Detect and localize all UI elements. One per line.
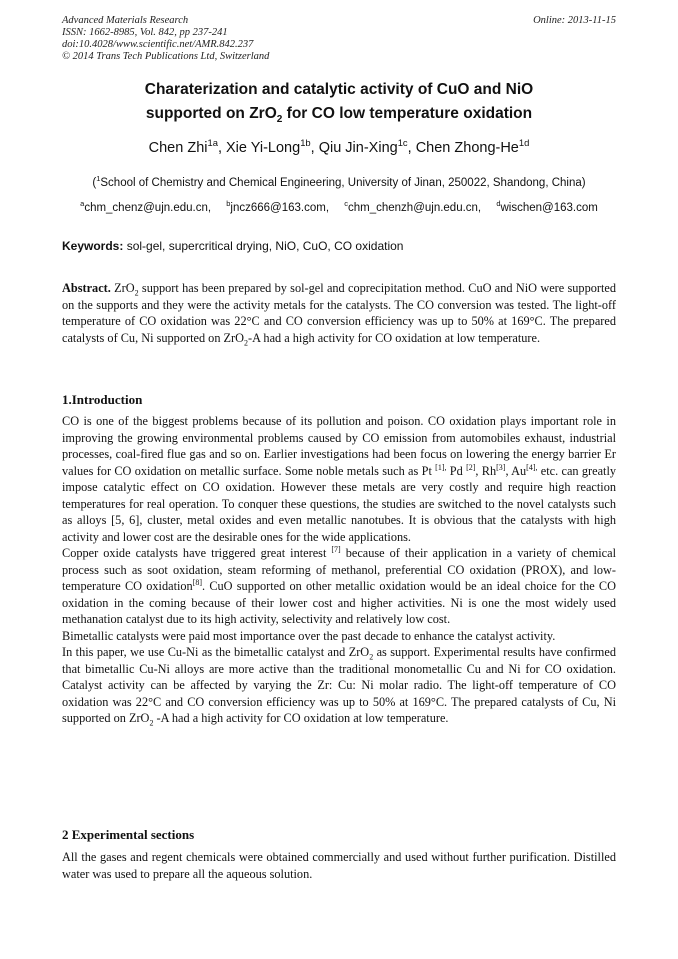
- author-affil-mark: 1b: [300, 137, 311, 149]
- author-name: Xie Yi-Long: [226, 140, 301, 156]
- affil-mark: 1: [96, 174, 101, 184]
- abstract-paragraph: [62, 280, 616, 346]
- online-date: Online: 2013-11-15: [533, 15, 616, 26]
- paragraph: [62, 545, 616, 628]
- email-entry: [496, 199, 598, 214]
- author-name: Qiu Jin-Xing: [318, 140, 398, 156]
- citation[interactable]: [7]: [331, 544, 341, 554]
- text: , Rh: [475, 463, 497, 478]
- doi-line: doi:10.4028/www.scientific.net/AMR.842.237: [62, 39, 254, 50]
- copyright-line: © 2014 Trans Tech Publications Ltd, Switzerland: [62, 51, 270, 62]
- paragraph: All the gases and regent chemicals were obtained commercially and used without further purification. Distilled water was used to prepare all the aqueous solution.: [62, 850, 616, 881]
- email-mark: d: [496, 199, 501, 209]
- text: In this paper, we use Cu-Ni as the bimetallic catalyst and ZrO: [62, 645, 370, 659]
- section-heading-experimental: 2 Experimental sections: [62, 827, 195, 842]
- title-text: supported on ZrO: [145, 105, 277, 122]
- abstract: [62, 280, 616, 346]
- title-line-2: [40, 102, 638, 126]
- journal-header: [62, 15, 616, 63]
- text: as support. Experimental results have confirmed that bimetallic Cu-Ni alloys are more active than the traditional monometallic Cu and Ni for CO oxidation. Catalyst activity can be affected by varying the Zr: Cu: Ni molar radio. The light-off temperature of CO oxidation was 22°C and CO conversion efficiency was up to 50% at 169°C. The prepared catalysts of Cu, Ni supported on ZrO: [62, 645, 616, 725]
- abstract-text: support has been prepared by sol-gel and coprecipitation method. CuO and NiO were supported on the supports and they were the activity metals for the catalysts. The CO conversion was tested. The light-off temperature of CO oxidation was 22°C and CO conversion efficiency was up to 50% at 169°C. The prepared catalysts of Cu, Ni supported on ZrO: [62, 281, 616, 345]
- keywords: [62, 238, 616, 254]
- author-affil-mark: 1a: [207, 137, 218, 149]
- author-name: Chen Zhong-He: [415, 140, 519, 156]
- text: etc. can greatly impose catalytic effect on CO oxidation. However these metals are very costly and require high reaction temperatures for real operation. To conquer these questions, the studies are switched to the novel catalysts such as alloys [5, 6], cluster, metal oxides and even metallic nanotubes. It is obvious that the catalysts with high activity and lower cost are the desirable ones for the wide applications.: [62, 463, 617, 544]
- text: , Au: [505, 463, 527, 478]
- email-mark: b: [226, 199, 231, 209]
- text: CO is one of the biggest problems because of its pollution and poison. CO oxidation plays important role in improving the growing environmental problems caused by CO emission from automobiles exhaust, industrial processes, coal-fired flue gas and so on. Earlier investigations had been focus on lowering the energy barrier Er values for CO oxidation on metallic surface. Some noble metals such as Pt: [62, 414, 616, 478]
- abstract-text: ZrO: [110, 281, 135, 295]
- abstract-text: -A had a high activity for CO oxidation at low temperature.: [248, 330, 541, 345]
- citation[interactable]: [8]: [192, 577, 203, 587]
- affil-text: School of Chemistry and Chemical Engineering, University of Jinan, 250022, Shandong, China): [100, 177, 586, 189]
- citation[interactable]: [4],: [526, 462, 538, 472]
- email-link[interactable]: jncz666@163.com,: [230, 202, 330, 214]
- section-heading-introduction: 1.Introduction: [62, 392, 143, 407]
- text: -A had a high activity for CO oxidation at low temperature.: [153, 711, 449, 725]
- citation[interactable]: [2]: [466, 462, 476, 472]
- email-mark: a: [80, 199, 85, 209]
- email-entry: [226, 199, 330, 214]
- paper-title: [40, 78, 638, 126]
- affiliation: [20, 175, 658, 191]
- author-affil-mark: 1d: [518, 137, 530, 149]
- email-link[interactable]: chm_chenz@ujn.edu.cn,: [84, 202, 212, 214]
- subscript: 2: [244, 337, 249, 347]
- subscript: 2: [149, 718, 154, 728]
- email-mark: c: [344, 199, 348, 209]
- author-name: Chen Zhi: [148, 140, 208, 156]
- issn-line: ISSN: 1662-8985, Vol. 842, pp 237-241: [62, 27, 228, 38]
- paragraph: Bimetallic catalysts were paid most importance over the past decade to enhance the catalyst activity.: [62, 628, 556, 643]
- citation[interactable]: [3]: [496, 462, 506, 472]
- subscript: 2: [134, 288, 139, 298]
- experimental-body: [62, 849, 616, 882]
- text: because of their application in a variety of chemical process such as soot oxidation, steam reforming of methanol, preferential CO oxidation (PROX), and low-temperature CO oxidation: [62, 546, 617, 593]
- title-subscript: 2: [276, 114, 283, 126]
- text: Copper oxide catalysts have triggered great interest: [62, 546, 332, 560]
- email-list: [20, 200, 658, 216]
- text: . CuO supported on other metallic oxidation would be an ideal choice for the CO oxidation in the coming because of their lower cost and higher activities. Ni is one the most widely used methanation catalyst due to its high activity, selectivity and relatively low cost.: [62, 579, 616, 626]
- author-list: Chen Zhi$^{1a}$, Xie Yi-Long$^{1b}$, Qiu Jin-Xing$^{1c}$, Chen Zhong-$He^{1d}$: [148, 137, 530, 156]
- email-entry: [344, 199, 482, 214]
- affil-paren: (: [92, 177, 97, 189]
- title-line-1: Charaterization and catalytic activity of CuO and NiO: [144, 81, 534, 98]
- author-affil-mark: 1c: [397, 137, 408, 149]
- paragraph: [62, 644, 616, 727]
- journal-name: Advanced Materials Research: [62, 15, 189, 26]
- subscript: 2: [369, 652, 374, 662]
- keywords-text: sol-gel, supercritical drying, NiO, CuO, CO oxidation: [123, 239, 404, 253]
- keywords-label: Keywords:: [62, 239, 124, 253]
- citation[interactable]: [1],: [435, 462, 447, 472]
- abstract-label: Abstract.: [62, 281, 111, 295]
- title-text: for CO low temperature oxidation: [282, 105, 533, 122]
- email-link[interactable]: wischen@163.com: [500, 202, 598, 214]
- email-link[interactable]: chm_chenzh@ujn.edu.cn,: [347, 202, 482, 214]
- introduction-body: [62, 413, 616, 727]
- paragraph: [62, 413, 616, 545]
- text: Pd: [446, 463, 467, 478]
- email-entry: [80, 199, 212, 214]
